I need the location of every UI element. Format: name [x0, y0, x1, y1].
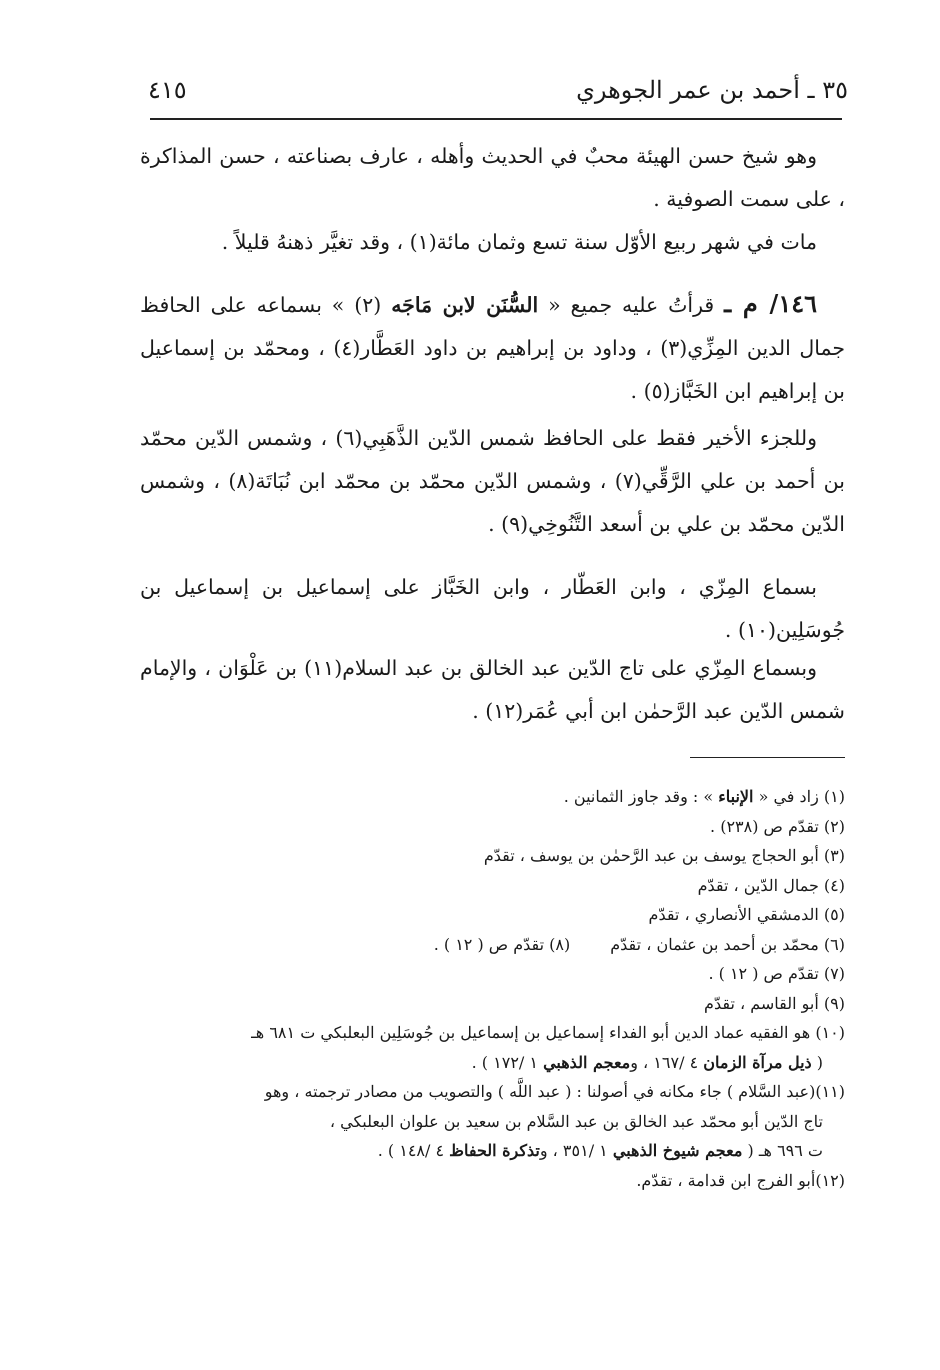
footnote-6: (٦) محمّد بن أحمد بن عثمان ، تقدّم — [610, 934, 845, 954]
paragraph-last-part: وللجزء الأخير فقط على الحافظ شمس الدّين الذَّهَبِي(٦) ، وشمس الدّين محمّد بن أحمد بن علي الرَّقِّي(٧) ، وشمس الدّين محمّد بن محمّد ابن نُبَاتَة(٨) ، وشمس الدّين محمّد بن علي بن أسعد التَّنُوخِي(٩) . — [140, 426, 845, 536]
footnote-1 — [120, 782, 845, 812]
footnote-11-ref-1: ١ /٣٥١ ، و — [539, 1141, 608, 1160]
footnote-11: (١١)(عبد السَّلام ) جاء مكانه في أصولنا : ( عبد اللَّه ) والتصويب من مصادر ترجمته ، وهو — [264, 1082, 845, 1101]
paragraph-death: مات في شهر ربيع الأوّل سنة تسع وثمان مائة(١) ، وقد تغيَّر ذهنهُ قليلاً . — [221, 230, 817, 254]
footnote-divider — [690, 757, 845, 758]
footnote-10-source-2: معجم الذهبي — [543, 1052, 631, 1072]
running-header — [148, 62, 848, 110]
footnote-6-8-row — [120, 930, 845, 960]
footnote-10-open: ( — [816, 1052, 823, 1072]
footnote-1-text-a: (١) زاد في « — [758, 787, 845, 806]
book-title: السُّنَن لابن مَاجَه — [391, 293, 539, 317]
paragraph-hearing-2: وبسماع المِزّي على تاج الدّين عبد الخالق بن عبد السلام(١١) بن عَلْوَان ، والإمام شمس الدّين عبد الرَّحمٰن ابن أبي عُمَر(١٢) . — [140, 656, 845, 723]
page-number: ٤١٥ — [148, 76, 187, 104]
footnotes — [120, 782, 845, 1195]
hearing-paragraph-2 — [140, 647, 845, 733]
footnote-2: (٢) تقدّم ص (٢٣٨) . — [710, 816, 845, 836]
footnote-5: (٥) الدمشقي الأنصاري ، تقدّم — [648, 905, 845, 924]
footnote-10-source-1: ذيل مرآة الزمان — [703, 1052, 812, 1072]
footnote-11-source-2: تذكرة الحفاظ — [449, 1141, 540, 1160]
entry-number: ١٤٦/ م ـ — [724, 289, 817, 318]
footnote-11-continued-1: تاج الدّين أبو محمّد عبد الخالق بن عبد السَّلام بن سعيد بن علوان البعلبكي ، — [329, 1111, 823, 1131]
header-divider — [150, 118, 842, 120]
paragraph-description: وهو شيخ حسن الهيئة محبٌ في الحديث وأهله ، عارف بصناعته ، حسن المذاكرة ، على سمت الصوفية . — [140, 144, 845, 211]
footnote-11-date: ت ٦٩٦ هـ ( — [747, 1141, 823, 1160]
footnote-11-continued-2 — [120, 1136, 845, 1166]
footnote-10: (١٠) هو الفقيه عماد الدين أبو الفداء إسماعيل بن إسماعيل بن جُوسَلِين البعلبكي ت ٦٨١ هـ — [251, 1023, 845, 1042]
footnote-12: (١٢)أبو الفرج ابن قدامة ، تقدّم. — [636, 1170, 845, 1190]
footnote-9: (٩) أبو القاسم ، تقدّم — [704, 993, 845, 1013]
entry-text-b: (٢) » بسماعه على الحافظ جمال الدين المِزِّي(٣) ، وداود بن إبراهيم بن داود العَطَّار(٤) ، ومحمّد بن إسماعيل بن إبراهيم ابن الخَبَّاز(٥) . — [140, 293, 845, 403]
footnote-1-source: الإنباء — [718, 787, 754, 806]
footnote-4: (٤) جمال الدّين ، تقدّم — [697, 875, 845, 895]
footnote-10-continued — [120, 1048, 845, 1078]
hearing-paragraph-1 — [140, 566, 845, 652]
footnote-11-source-1: معجم شيوخ الذهبي — [612, 1141, 743, 1160]
paragraph-hearing-1: بسماع المِزّي ، وابن العَطّار ، وابن الخَبَّاز على إسماعيل بن إسماعيل بن جُوسَلِين(١٠) . — [140, 575, 845, 642]
footnote-3: (٣) أبو الحجاج يوسف بن عبد الرَّحمٰن بن يوسف ، تقدّم — [483, 846, 845, 865]
footnote-11-ref-2: ٤ /١٤٨ ) . — [377, 1141, 445, 1160]
biography-paragraphs — [140, 135, 845, 264]
last-part-paragraph — [140, 417, 845, 546]
footnote-10-ref-2: ١ /١٧٢ ) . — [471, 1052, 538, 1072]
entry-text-a: قرأتُ عليه جميع « — [548, 293, 715, 317]
footnote-7: (٧) تقدّم ص ( ١٢ ) . — [708, 964, 845, 983]
footnote-1-text-b: » : وقد جاوز الثمانين . — [563, 787, 714, 806]
footnote-8: (٨) تقدّم ص ( ١٢ ) . — [433, 934, 571, 954]
entry-paragraph — [140, 282, 845, 413]
chapter-title: ٣٥ ـ أحمد بن عمر الجوهري — [576, 76, 848, 104]
entry-text — [140, 282, 845, 413]
footnote-10-ref-1: ٤ /١٦٧ ، و — [630, 1052, 699, 1072]
